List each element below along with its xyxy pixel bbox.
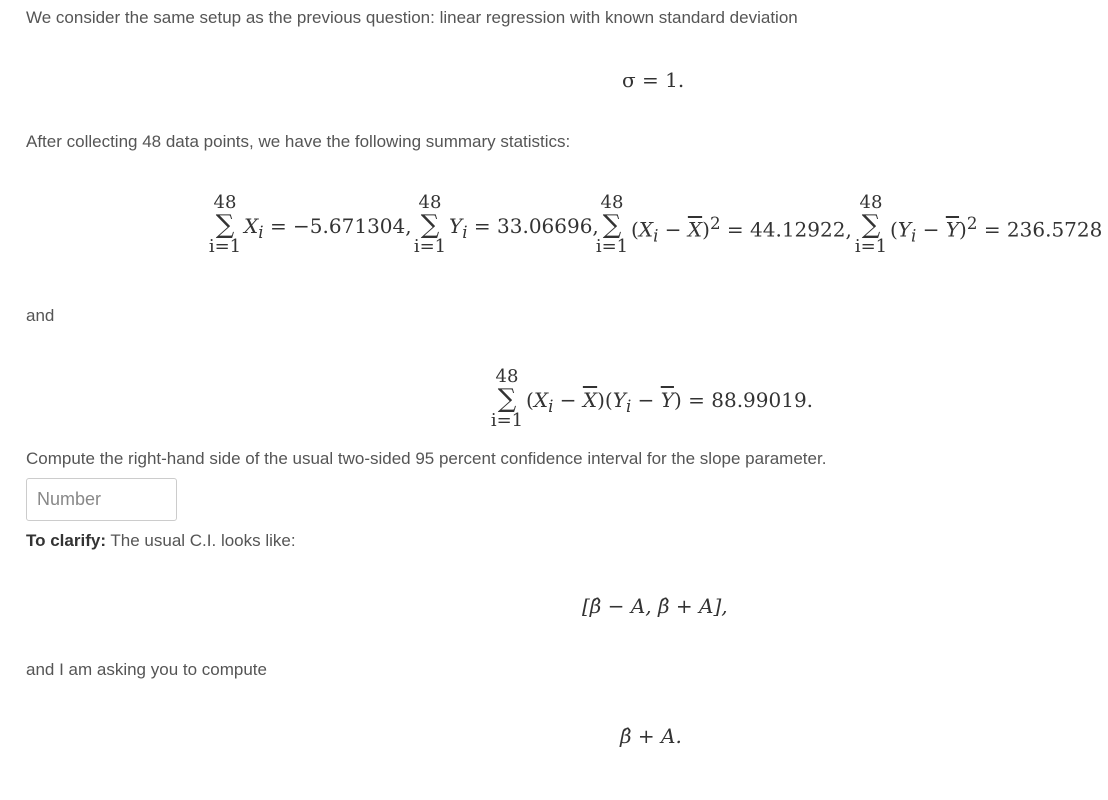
summary-statistics bbox=[206, 194, 1106, 264]
ci-expression: [β̂ − A, β̂ + A], bbox=[582, 594, 728, 618]
sigma-icon: ∑ bbox=[861, 210, 881, 240]
target-expression: β̂ + A. bbox=[620, 724, 682, 748]
sum-xy: 48 ∑ i=1 bbox=[488, 368, 526, 430]
sum-x: 48 ∑ i=1 bbox=[206, 194, 244, 256]
cross-product-sum bbox=[488, 368, 848, 438]
sum-yy-expr: $(Y_i - \overline{Y})^2 = 236.5728$ bbox=[890, 214, 1103, 246]
answer-input[interactable] bbox=[26, 478, 177, 521]
sum-x-expr: $X_i = -5.671304$, bbox=[244, 214, 412, 242]
sum-y-expr: $Y_i = 33.06696$, bbox=[449, 214, 599, 242]
question-text: Compute the right-hand side of the usual two-sided 95 percent confidence interval for the slope parameter. bbox=[26, 449, 827, 468]
intro-text: We consider the same setup as the previous question: linear regression with known standard deviation bbox=[26, 8, 798, 27]
sum-y: 48 ∑ i=1 bbox=[411, 194, 449, 256]
sum-yy: 48 ∑ i=1 bbox=[852, 194, 890, 256]
summary-text: After collecting 48 data points, we have the following summary statistics: bbox=[26, 132, 571, 151]
sigma-icon: ∑ bbox=[602, 210, 622, 240]
asking-text: and I am asking you to compute bbox=[26, 660, 267, 679]
sigma-icon: ∑ bbox=[420, 210, 440, 240]
sigma-icon: ∑ bbox=[497, 384, 517, 414]
sum-xx: 48 ∑ i=1 bbox=[593, 194, 631, 256]
sum-xx-expr: $(X_i - \overline{X})^2 = 44.12922$, bbox=[631, 214, 852, 246]
sigma-equation: σ = 1. bbox=[622, 68, 685, 92]
and-text: and bbox=[26, 306, 55, 325]
sigma-icon: ∑ bbox=[215, 210, 235, 240]
sum-xy-expr: $(X_i - \overline{X})(Y_i - \overline{Y}) = 88.99019$. bbox=[526, 388, 814, 416]
clarify-text: To clarify: The usual C.I. looks like: bbox=[26, 531, 296, 550]
